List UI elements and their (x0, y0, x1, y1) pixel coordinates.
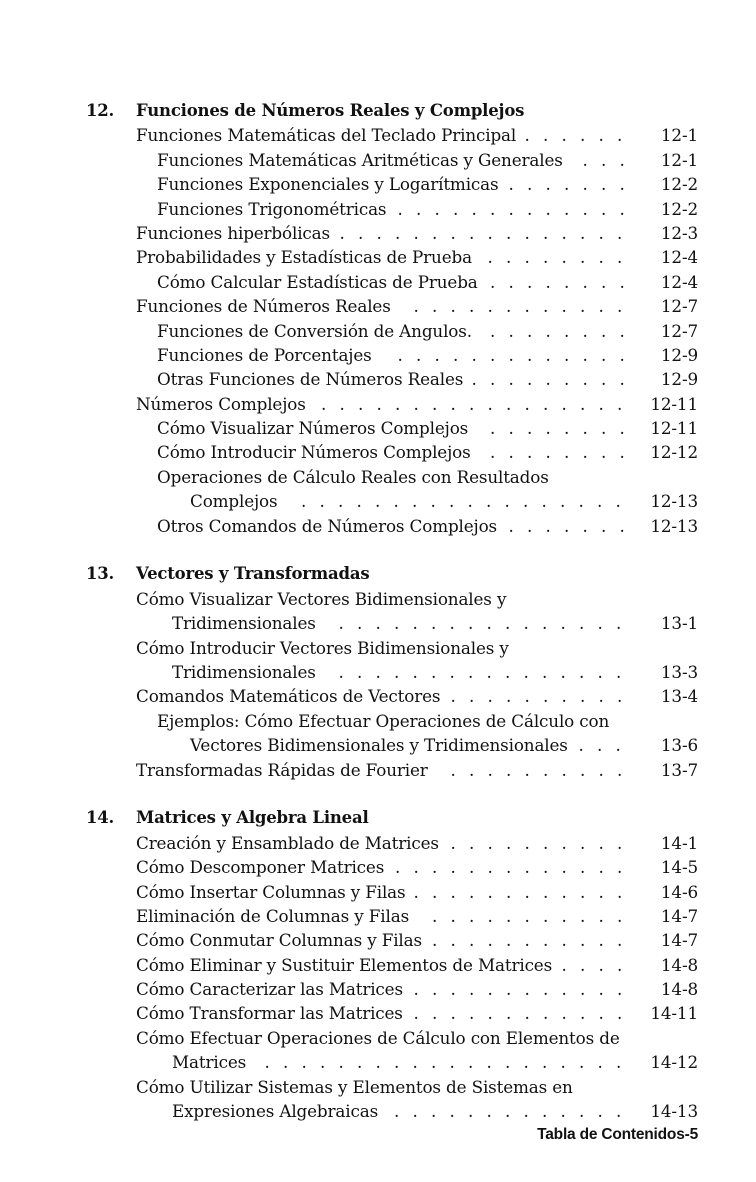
toc-page-number: 14-7 (660, 905, 698, 926)
toc-entry[interactable] (136, 928, 756, 952)
chapter-heading (0, 806, 756, 830)
toc-page-number: 12-13 (650, 491, 698, 512)
toc-entry-title: Creación y Ensamblado de Matrices (136, 832, 439, 853)
toc-page-number: 12-2 (660, 198, 698, 219)
toc-entry[interactable] (136, 1075, 756, 1099)
toc-entry-title: Vectores Bidimensionales y Tridimensionales (190, 735, 568, 756)
toc-entry-title: Cómo Calcular Estadísticas de Prueba (157, 271, 478, 292)
dot-leader: . . . . . . (524, 125, 623, 146)
toc-page-number: 14-12 (650, 1052, 698, 1073)
dot-leader: . . . . . . . . (490, 271, 625, 292)
toc-entry-title: Funciones Trigonométricas (157, 198, 387, 219)
toc-entry[interactable] (136, 221, 756, 245)
toc-entry[interactable] (172, 1099, 756, 1123)
chapter-title: Funciones de Números Reales y Complejos (136, 101, 525, 120)
dot-leader: . . . . . . . . . . . . . . . . . (321, 393, 623, 414)
chapter-13 (0, 562, 756, 782)
toc-entry-title: Cómo Introducir Números Complejos (157, 442, 471, 463)
toc-page-number: 12-7 (660, 320, 698, 341)
toc-entry[interactable] (136, 1026, 756, 1050)
toc-entry[interactable] (136, 245, 756, 269)
toc-entry-title: Cómo Conmutar Columnas y Filas (136, 930, 422, 951)
toc-entry-title: Cómo Introducir Vectores Bidimensionales y (136, 637, 509, 658)
dot-leader: . . . . (561, 954, 623, 975)
toc-entry[interactable] (136, 587, 756, 611)
dot-leader: . . . . . . . (508, 515, 625, 536)
toc-page-number: 12-9 (660, 369, 698, 390)
toc-entry[interactable] (136, 880, 756, 904)
table-of-contents (0, 99, 756, 1148)
toc-entry-title: Cómo Descomponer Matrices (136, 857, 385, 878)
dot-leader: . . . . . . . . . . (450, 686, 623, 707)
toc-entry-title: Funciones Matemáticas del Teclado Principal (136, 125, 517, 146)
toc-page-number: 12-7 (660, 296, 698, 317)
toc-page-number: 14-5 (660, 857, 698, 878)
toc-page-number: 14-6 (660, 881, 698, 902)
dot-leader: . . . . . . . . . . . . (413, 881, 623, 902)
toc-entry-title: Otros Comandos de Números Complejos (157, 515, 498, 536)
toc-entry[interactable] (136, 758, 756, 782)
toc-entry-title: Funciones Matemáticas Aritméticas y Generales (157, 149, 563, 170)
toc-entry[interactable] (136, 294, 756, 318)
toc-page-number: 14-7 (660, 930, 698, 951)
toc-entry[interactable] (157, 197, 756, 221)
toc-entry[interactable] (157, 367, 756, 391)
toc-entry[interactable] (136, 1001, 756, 1025)
dot-leader: . . . . . . . . . . . . . . . . (339, 222, 623, 243)
toc-entry-title: Otras Funciones de Números Reales (157, 369, 464, 390)
toc-entry[interactable] (190, 733, 756, 757)
dot-leader: . . . . . . . . . . . . . . . . (338, 661, 622, 682)
toc-entry[interactable] (157, 514, 756, 538)
toc-entry[interactable] (136, 392, 756, 416)
chapter-12 (0, 99, 756, 538)
toc-entry[interactable] (136, 123, 756, 147)
toc-entry[interactable] (172, 1050, 756, 1074)
toc-entry-title: Funciones de Números Reales (136, 296, 391, 317)
toc-entry[interactable] (157, 148, 756, 172)
toc-page-number: 12-12 (650, 442, 698, 463)
toc-page-number: 13-1 (660, 613, 698, 634)
dot-leader: . . . . . . . . (490, 418, 625, 439)
toc-page-number: 12-1 (660, 149, 698, 170)
toc-page-number: 12-1 (660, 125, 698, 146)
toc-entry[interactable] (157, 709, 756, 733)
toc-entry[interactable] (136, 953, 756, 977)
chapter-number: 14. (86, 808, 115, 828)
toc-page-number: 14-8 (660, 979, 698, 1000)
toc-page-number: 13-6 (660, 735, 698, 756)
toc-entry-title: Números Complejos (136, 393, 306, 414)
dot-leader: . . . . . . . . . . . . . . . . . . . . (264, 1052, 622, 1073)
toc-entry-title: Cómo Caracterizar las Matrices (136, 979, 403, 1000)
toc-page-number: 13-3 (660, 661, 698, 682)
toc-entry-title: Transformadas Rápidas de Fourier (136, 759, 428, 780)
toc-entry-title: Cómo Insertar Columnas y Filas (136, 881, 406, 902)
chapter-title: Matrices y Algebra Lineal (136, 808, 369, 828)
dot-leader: . . . . . . . . . . . (432, 905, 623, 926)
toc-page-number: 13-4 (660, 686, 698, 707)
page-footer: Tabla de Contenidos-5 (537, 1126, 698, 1143)
dot-leader: . . . . . . . . . . . . . . . . (338, 613, 622, 634)
toc-entry-title: Cómo Eliminar y Sustituir Elementos de Matrices (136, 954, 553, 975)
dot-leader: . . . . . . . . . . . . . . . . . . (301, 491, 621, 512)
dot-leader: . . . . . . . . . . . (432, 930, 623, 951)
toc-page-number: 12-2 (660, 174, 698, 195)
toc-entry-title: Cómo Efectuar Operaciones de Cálculo con Elementos de (136, 1027, 620, 1048)
toc-entry-title: Cómo Visualizar Números Complejos (157, 418, 469, 439)
dot-leader: . . . (582, 149, 625, 170)
toc-entry[interactable] (172, 660, 756, 684)
dot-leader: . . . . . . . (508, 174, 625, 195)
toc-page-number: 14-1 (660, 832, 698, 853)
toc-entry[interactable] (157, 172, 756, 196)
toc-entry[interactable] (157, 343, 756, 367)
toc-entry-title: Comandos Matemáticos de Vectores (136, 686, 441, 707)
toc-page-number: 12-4 (660, 271, 698, 292)
dot-leader: . . . . . . . . (490, 442, 625, 463)
toc-entry-title: Cómo Visualizar Vectores Bidimensionales y (136, 588, 507, 609)
toc-page-number: 14-11 (650, 1003, 698, 1024)
toc-entry[interactable] (157, 416, 756, 440)
dot-leader: . . . . . . . . . . (450, 832, 623, 853)
toc-entry-title: Cómo Utilizar Sistemas y Elementos de Sistemas en (136, 1076, 573, 1097)
dot-leader: . . . . . . . . . . . . (413, 296, 623, 317)
toc-entry-title: Ejemplos: Cómo Efectuar Operaciones de Cálculo con (157, 710, 610, 731)
toc-page-number: 12-9 (660, 344, 698, 365)
toc-entry[interactable] (136, 636, 756, 660)
toc-entry[interactable] (157, 465, 756, 489)
dot-leader: . . . . . . . . (490, 320, 625, 341)
toc-page-number: 13-7 (660, 759, 698, 780)
toc-entry-title: Complejos (190, 491, 278, 512)
dot-leader: . . . . . . . . . . . . (413, 979, 623, 1000)
dot-leader: . . . . . . . . . (471, 369, 625, 390)
dot-leader: . . . . . . . . . . . . (413, 1003, 623, 1024)
toc-entry[interactable] (136, 977, 756, 1001)
toc-entry-title: Probabilidades y Estadísticas de Prueba (136, 247, 472, 268)
chapter-number: 13. (86, 564, 115, 584)
toc-entry[interactable] (136, 684, 756, 708)
toc-entry-title: Operaciones de Cálculo Reales con Resultados (157, 466, 549, 487)
toc-entry[interactable] (172, 611, 756, 635)
dot-leader: . . . . . . . . . . . . . (394, 1101, 622, 1122)
toc-entry[interactable] (157, 270, 756, 294)
chapter-14 (0, 806, 756, 1123)
toc-entry-title: Funciones de Conversión de Angulos. (157, 320, 472, 341)
toc-entry[interactable] (190, 489, 756, 513)
toc-page-number: 12-3 (660, 222, 698, 243)
chapter-title: Vectores y Transformadas (136, 564, 370, 584)
toc-entry[interactable] (136, 904, 756, 928)
toc-entry-title: Funciones Exponenciales y Logarítmicas (157, 174, 499, 195)
dot-leader: . . . . . . . . . . . . . (395, 857, 623, 878)
dot-leader: . . . . . . . . . . . . . (397, 198, 625, 219)
chapter-number: 12. (86, 101, 115, 120)
toc-entry-title: Cómo Transformar las Matrices (136, 1003, 403, 1024)
toc-entry-title: Funciones hiperbólicas (136, 222, 330, 243)
dot-leader: . . . (578, 735, 621, 756)
toc-entry-title: Expresiones Algebraicas (172, 1101, 379, 1122)
chapter-heading (0, 562, 756, 586)
toc-page-number: 12-11 (650, 393, 698, 414)
toc-page-number: 14-8 (660, 954, 698, 975)
toc-page-number: 12-13 (650, 515, 698, 536)
toc-entry-title: Tridimensionales (172, 613, 316, 634)
toc-entry-title: Eliminación de Columnas y Filas (136, 905, 410, 926)
toc-page-number: 12-11 (650, 418, 698, 439)
toc-entry[interactable] (136, 831, 756, 855)
dot-leader: . . . . . . . . . . . . . (397, 344, 625, 365)
dot-leader: . . . . . . . . . . (450, 759, 623, 780)
toc-entry[interactable] (136, 855, 756, 879)
toc-entry-title: Matrices (172, 1052, 247, 1073)
toc-entry[interactable] (157, 440, 756, 464)
toc-page-number: 12-4 (660, 247, 698, 268)
toc-entry-title: Funciones de Porcentajes (157, 344, 372, 365)
toc-page-number: 14-13 (650, 1101, 698, 1122)
chapter-heading (0, 99, 756, 123)
dot-leader: . . . . . . . . (487, 247, 623, 268)
toc-entry-title: Tridimensionales (172, 661, 316, 682)
toc-entry[interactable] (157, 319, 756, 343)
